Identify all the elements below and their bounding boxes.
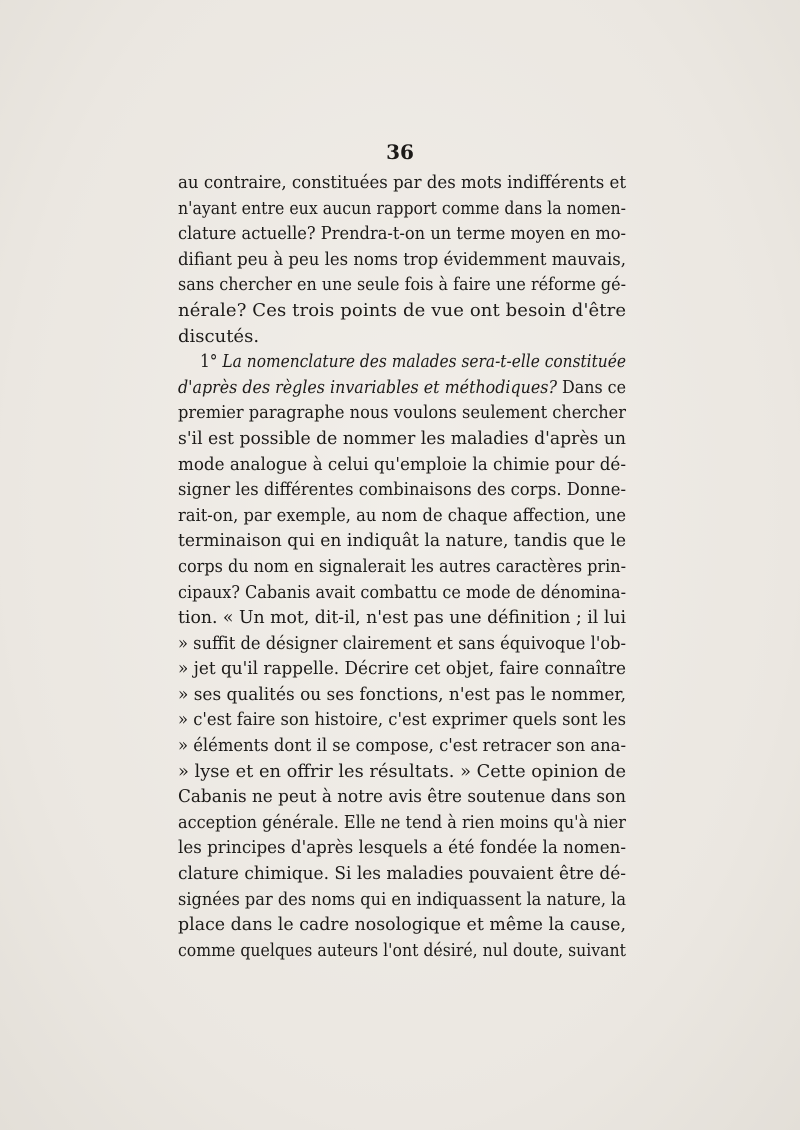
text-line: cipaux? Cabanis avait combattu ce mode de dénomina-: [178, 581, 627, 603]
text-line: au contraire, constituées par des mots indifférents et: [178, 172, 627, 193]
text-line: corps du nom en signalerait les autres caractères prin-: [178, 555, 627, 577]
text-line: clature actuelle? Prendra-t-on un terme moyen en mo-: [178, 223, 627, 245]
quote-line: » jet qu'il rappelle. Décrire cet objet, faire connaître: [178, 658, 627, 680]
quote-line: » éléments dont il se compose, c'est retracer son ana-: [178, 735, 626, 757]
text-line: sans chercher en une seule fois à faire une réforme gé-: [178, 274, 626, 296]
quote-line: » lyse et en offrir les résultats. » Cette opinion de: [178, 760, 627, 782]
quote-line: » c'est faire son histoire, c'est exprimer quels sont les: [178, 709, 626, 731]
text-line: n'ayant entre eux aucun rapport comme dans la nomen-: [178, 197, 627, 219]
text-line: mode analogue à celui qu'emploie la chimie pour dé-: [178, 453, 626, 475]
text-line: comme quelques auteurs l'ont désiré, nul doute, suivant: [178, 939, 626, 961]
text-line: les principes d'après lesquels a été fondée la nomen-: [178, 837, 627, 859]
section-heading-line: d'après des règles invariables et méthodiques? Dans ce: [178, 376, 626, 398]
text-line: tion. « Un mot, dit-il, n'est pas une définition ; il lui: [178, 607, 626, 629]
text-line: Cabanis ne peut à notre avis être soutenue dans son: [178, 786, 626, 808]
quote-line: » suffit de désigner clairement et sans équivoque l'ob-: [178, 632, 627, 654]
text-line: discutés.: [178, 325, 260, 347]
body-text: [178, 170, 626, 963]
text-line: signer les différentes combinaisons des corps. Donne-: [178, 479, 626, 501]
text-line: clature chimique. Si les maladies pouvaient être dé-: [178, 863, 627, 885]
text-line: place dans le cadre nosologique et même la cause,: [178, 914, 627, 936]
section-heading-line: 1° La nomenclature des malades sera-t-elle constituée: [200, 351, 626, 373]
text-line: nérale? Ces trois points de vue ont besoin d'être: [178, 299, 627, 321]
text-line: s'il est possible de nommer les maladies d'après un: [178, 427, 627, 449]
text-line: acception générale. Elle ne tend à rien moins qu'à nier: [178, 811, 626, 833]
quote-line: » ses qualités ou ses fonctions, n'est pas le nommer,: [178, 683, 627, 705]
text-line: signées par des noms qui en indiquassent la nature, la: [178, 888, 626, 910]
text-line: premier paragraphe nous voulons seulement chercher: [178, 402, 627, 424]
text-line: terminaison qui en indiquât la nature, tandis que le: [178, 530, 626, 552]
text-line: difiant peu à peu les noms trop évidemment mauvais,: [178, 248, 626, 270]
page-number: 36: [386, 140, 414, 164]
text-line: rait-on, par exemple, au nom de chaque affection, une: [178, 504, 627, 526]
